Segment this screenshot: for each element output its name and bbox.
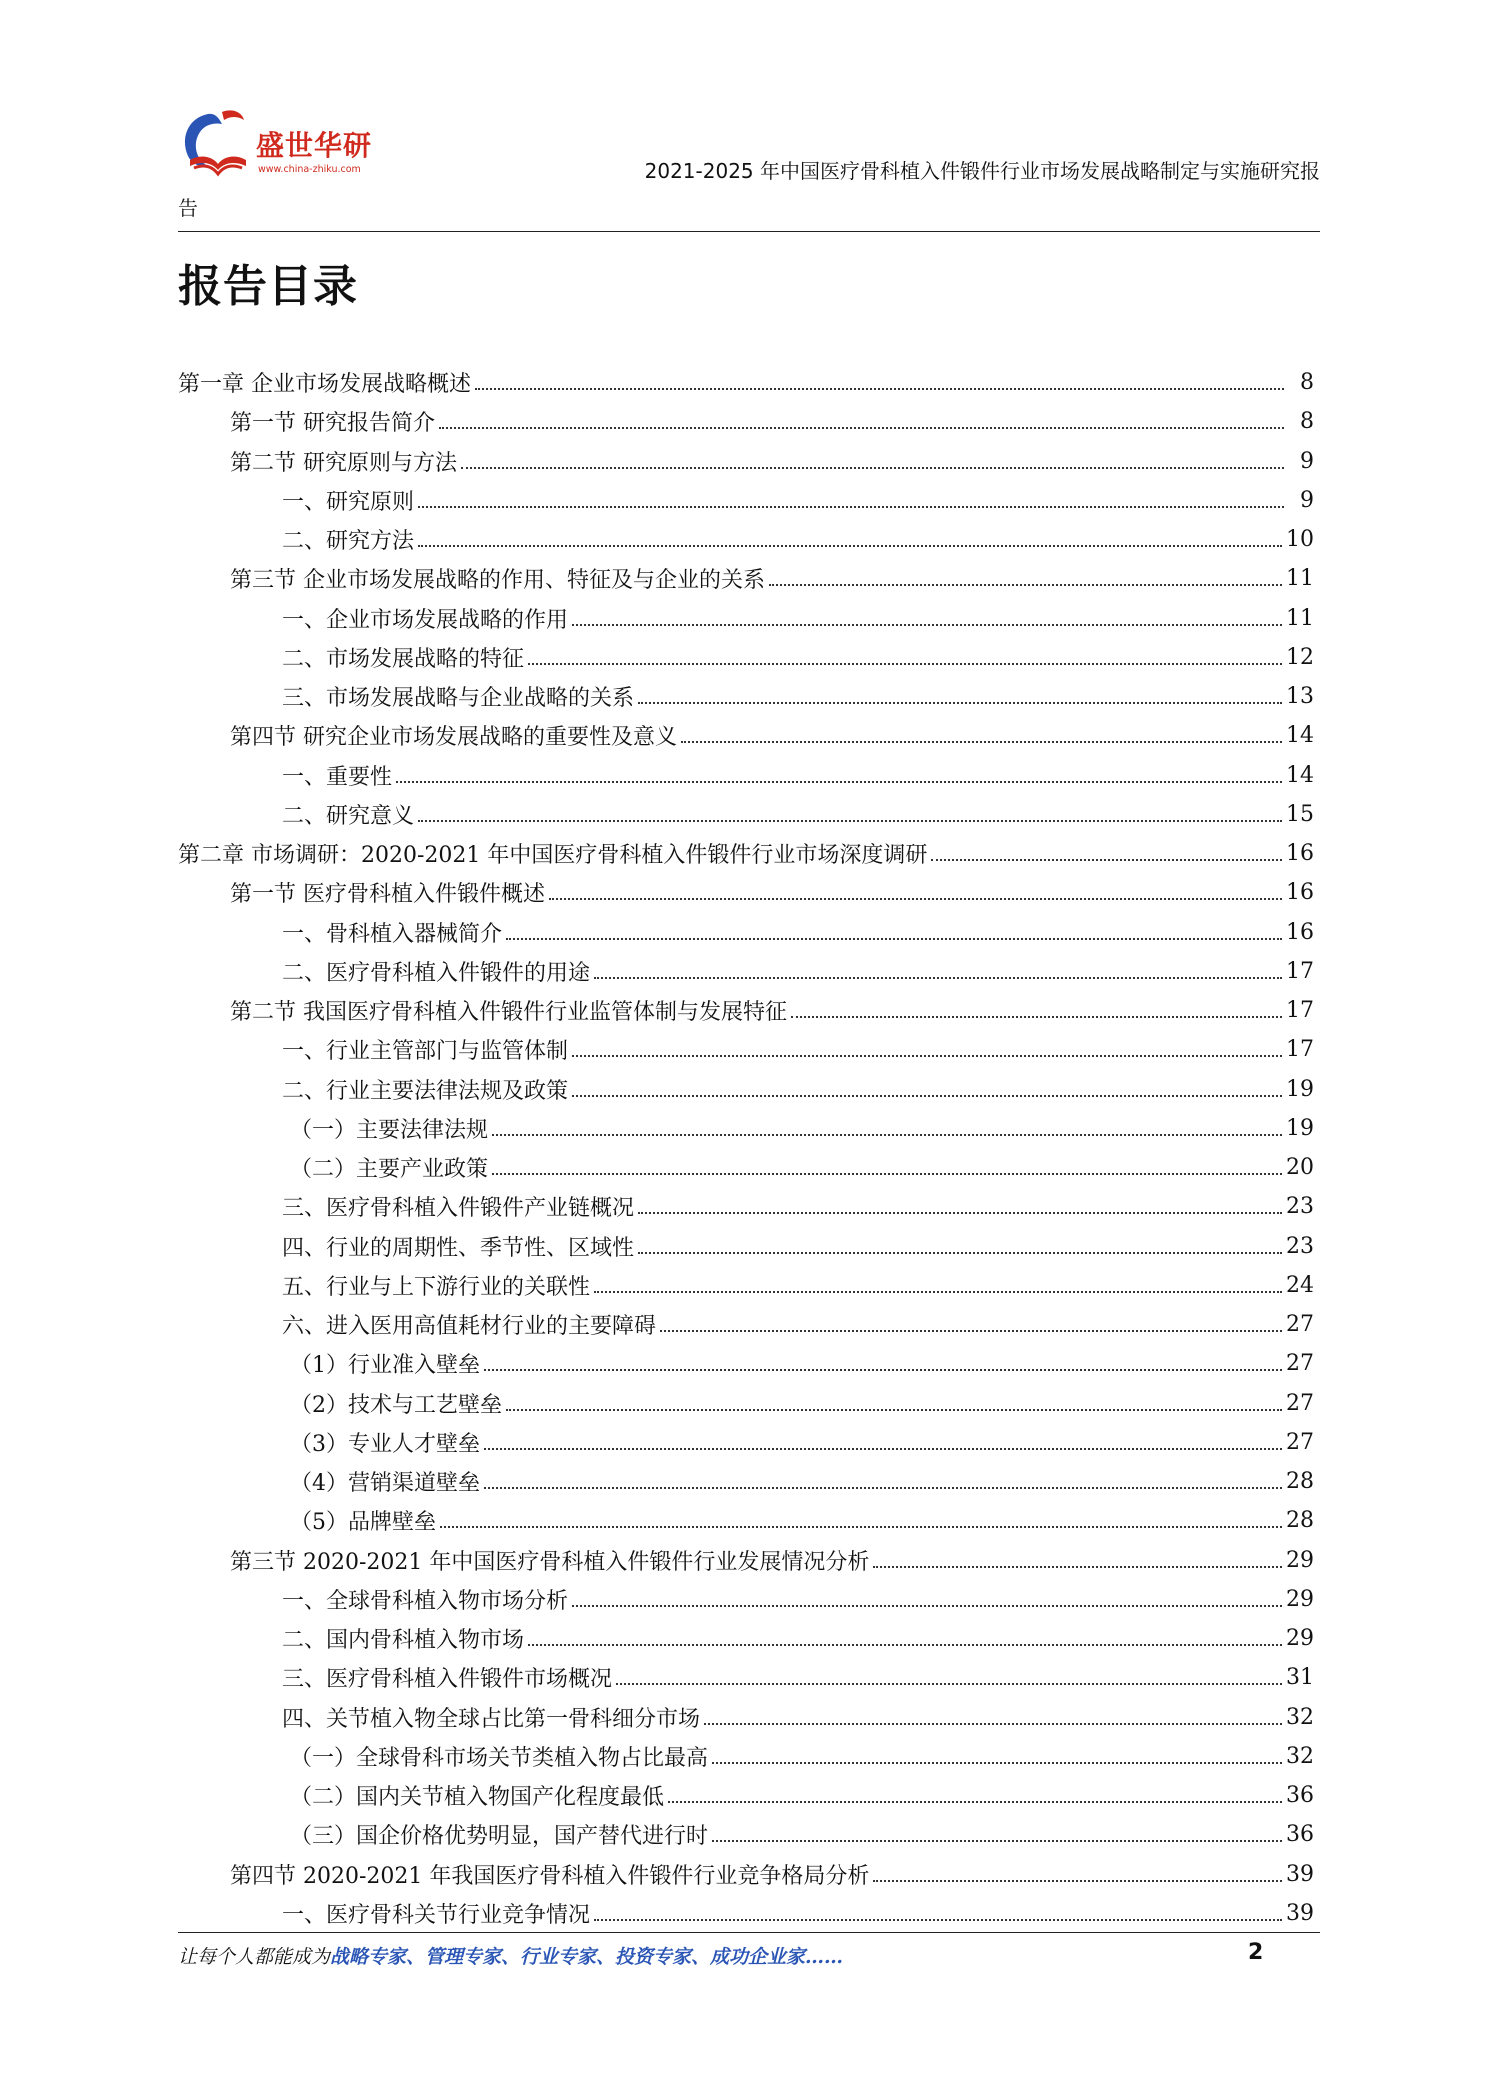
toc-entry-page: 11	[1286, 566, 1314, 592]
toc-entry[interactable]	[178, 638, 1314, 677]
toc-entry[interactable]	[178, 1148, 1314, 1187]
toc-dot-leader	[506, 937, 1282, 940]
toc-entry-title: （一）全球骨科市场关节类植入物占比最高	[290, 1745, 709, 1771]
toc-entry[interactable]	[178, 1187, 1314, 1226]
toc-entry-title: 二、行业主要法律法规及政策	[282, 1078, 569, 1104]
toc-dot-leader	[572, 1054, 1282, 1057]
toc-entry-page: 32	[1286, 1704, 1314, 1730]
toc-entry-page: 39	[1286, 1861, 1314, 1887]
toc-dot-leader	[506, 1408, 1282, 1411]
toc-dot-leader	[440, 1525, 1282, 1528]
toc-entry-page: 9	[1300, 448, 1314, 474]
toc-entry[interactable]	[178, 599, 1314, 638]
toc-dot-leader	[461, 466, 1284, 469]
table-of-contents	[178, 363, 1314, 1933]
toc-entry-page: 17	[1286, 998, 1314, 1024]
toc-entry-title: 三、医疗骨科植入件锻件产业链概况	[282, 1196, 635, 1222]
toc-dot-leader	[704, 1722, 1282, 1725]
toc-entry-title: 第三节 企业市场发展战略的作用、特征及与企业的关系	[230, 568, 765, 594]
toc-entry[interactable]	[178, 756, 1314, 795]
toc-entry[interactable]	[178, 1815, 1314, 1854]
toc-entry-page: 17	[1286, 958, 1314, 984]
toc-entry-page: 28	[1286, 1508, 1314, 1534]
toc-entry-title: （一）主要法律法规	[290, 1117, 489, 1143]
toc-entry[interactable]	[178, 1580, 1314, 1619]
toc-entry-title: 三、市场发展战略与企业战略的关系	[282, 686, 635, 712]
toc-entry-page: 15	[1286, 801, 1314, 827]
toc-entry-title: 四、行业的周期性、季节性、区域性	[282, 1235, 635, 1261]
footer-slogan	[178, 1942, 843, 1969]
toc-entry-page: 16	[1286, 919, 1314, 945]
toc-entry[interactable]	[178, 1344, 1314, 1383]
toc-entry-title: 二、研究意义	[282, 803, 415, 829]
toc-entry-title: 一、企业市场发展战略的作用	[282, 607, 569, 633]
toc-entry-title: 第二章 市场调研：2020-2021 年中国医疗骨科植入件锻件行业市场深度调研	[178, 843, 928, 869]
toc-dot-leader	[492, 1172, 1282, 1175]
toc-dot-leader	[475, 387, 1284, 390]
toc-entry-page: 27	[1286, 1429, 1314, 1455]
toc-entry-title: 五、行业与上下游行业的关联性	[282, 1274, 591, 1300]
toc-dot-leader	[418, 505, 1284, 508]
toc-entry-title: 第二节 研究原则与方法	[230, 450, 457, 476]
toc-entry[interactable]	[178, 1423, 1314, 1462]
toc-entry[interactable]	[178, 1855, 1314, 1894]
toc-entry-title: 第一节 研究报告简介	[230, 411, 435, 437]
toc-dot-leader	[418, 819, 1282, 822]
toc-dot-leader	[668, 1800, 1282, 1803]
toc-entry-title: 第四节 2020-2021 年我国医疗骨科植入件锻件行业竞争格局分析	[230, 1863, 870, 1889]
toc-entry-page: 36	[1286, 1783, 1314, 1809]
toc-dot-leader	[484, 1368, 1282, 1371]
toc-entry[interactable]	[178, 1698, 1314, 1737]
toc-entry[interactable]	[178, 1030, 1314, 1069]
logo-url: www.china-zhiku.com	[258, 164, 361, 175]
toc-dot-leader	[873, 1565, 1282, 1568]
toc-entry-page: 17	[1286, 1037, 1314, 1063]
toc-entry[interactable]	[178, 1776, 1314, 1815]
toc-dot-leader	[712, 1761, 1282, 1764]
toc-entry-page: 27	[1286, 1351, 1314, 1377]
toc-entry-page: 10	[1286, 527, 1314, 553]
page-number: 2	[1248, 1940, 1264, 1965]
toc-entry-page: 23	[1286, 1233, 1314, 1259]
toc-dot-leader	[418, 544, 1282, 547]
toc-entry-title: 四、关节植入物全球占比第一骨科细分市场	[282, 1706, 701, 1732]
toc-dot-leader	[594, 1918, 1282, 1921]
toc-entry-title: （2）技术与工艺壁垒	[290, 1392, 502, 1418]
toc-entry-page: 29	[1286, 1586, 1314, 1612]
toc-dot-leader	[660, 1329, 1282, 1332]
toc-dot-leader	[572, 1604, 1282, 1607]
header-divider	[178, 231, 1320, 232]
toc-entry-page: 9	[1300, 487, 1314, 513]
toc-dot-leader	[712, 1839, 1282, 1842]
toc-entry-page: 29	[1286, 1547, 1314, 1573]
toc-entry[interactable]	[178, 1070, 1314, 1109]
toc-dot-leader	[769, 583, 1282, 586]
toc-entry[interactable]	[178, 873, 1314, 912]
toc-dot-leader	[931, 858, 1282, 861]
toc-entry[interactable]	[178, 1266, 1314, 1305]
toc-entry-page: 39	[1286, 1900, 1314, 1926]
toc-entry-page: 14	[1286, 723, 1314, 749]
toc-dot-leader	[572, 1094, 1282, 1097]
toc-dot-leader	[638, 1211, 1282, 1214]
toc-entry[interactable]	[178, 1227, 1314, 1266]
toc-entry[interactable]	[178, 795, 1314, 834]
toc-entry[interactable]	[178, 520, 1314, 559]
toc-entry[interactable]	[178, 1541, 1314, 1580]
toc-dot-leader	[616, 1682, 1282, 1685]
toc-entry[interactable]	[178, 559, 1314, 598]
toc-entry-title: 第一节 医疗骨科植入件锻件概述	[230, 882, 545, 908]
toc-dot-leader	[638, 1251, 1282, 1254]
toc-entry[interactable]	[178, 834, 1314, 873]
toc-entry[interactable]	[178, 716, 1314, 755]
toc-entry-title: （3）专业人才壁垒	[290, 1431, 480, 1457]
toc-entry-title: 一、研究原则	[282, 489, 415, 515]
toc-entry-page: 32	[1286, 1743, 1314, 1769]
toc-entry-page: 31	[1286, 1665, 1314, 1691]
toc-entry-title: 第一章 企业市场发展战略概述	[178, 372, 471, 398]
toc-entry-title: 二、研究方法	[282, 529, 415, 555]
toc-entry-page: 36	[1286, 1822, 1314, 1848]
toc-entry-page: 14	[1286, 762, 1314, 788]
toc-entry[interactable]	[178, 677, 1314, 716]
toc-entry-page: 29	[1286, 1626, 1314, 1652]
toc-dot-leader	[528, 1643, 1282, 1646]
toc-entry[interactable]	[178, 991, 1314, 1030]
toc-entry-title: 一、骨科植入器械简介	[282, 921, 503, 947]
toc-dot-leader	[492, 1133, 1282, 1136]
toc-entry-title: 六、进入医用高值耗材行业的主要障碍	[282, 1314, 657, 1340]
toc-entry-page: 23	[1286, 1194, 1314, 1220]
toc-entry[interactable]	[178, 363, 1314, 402]
toc-entry[interactable]	[178, 1109, 1314, 1148]
toc-entry-title: 二、医疗骨科植入件锻件的用途	[282, 960, 591, 986]
toc-entry-title: （二）主要产业政策	[290, 1157, 489, 1183]
toc-entry[interactable]	[178, 1384, 1314, 1423]
toc-entry[interactable]	[178, 1619, 1314, 1658]
toc-entry[interactable]	[178, 1501, 1314, 1540]
toc-entry-page: 19	[1286, 1115, 1314, 1141]
toc-dot-leader	[572, 623, 1282, 626]
toc-dot-leader	[396, 780, 1282, 783]
toc-entry-title: （5）品牌壁垒	[290, 1510, 436, 1536]
toc-dot-leader	[594, 976, 1282, 979]
toc-entry[interactable]	[178, 481, 1314, 520]
toc-entry-page: 27	[1286, 1390, 1314, 1416]
page-title: 报告目录	[178, 261, 358, 312]
toc-dot-leader	[594, 1290, 1282, 1293]
toc-entry-page: 24	[1286, 1272, 1314, 1298]
toc-entry[interactable]	[178, 442, 1314, 481]
toc-dot-leader	[484, 1447, 1282, 1450]
toc-entry-title: 二、市场发展战略的特征	[282, 646, 525, 672]
toc-dot-leader	[549, 897, 1282, 900]
toc-entry-page: 20	[1286, 1155, 1314, 1181]
toc-entry-title: 一、全球骨科植入物市场分析	[282, 1588, 569, 1614]
toc-entry[interactable]	[178, 952, 1314, 991]
toc-entry-title: 一、行业主管部门与监管体制	[282, 1039, 569, 1065]
toc-dot-leader	[873, 1879, 1282, 1882]
toc-entry-title: 一、医疗骨科关节行业竞争情况	[282, 1902, 591, 1928]
toc-dot-leader	[791, 1015, 1282, 1018]
toc-entry[interactable]	[178, 1462, 1314, 1501]
toc-entry[interactable]	[178, 1737, 1314, 1776]
report-title-wrap: 告	[178, 196, 198, 220]
toc-entry[interactable]	[178, 402, 1314, 441]
toc-entry-title: （1）行业准入壁垒	[290, 1353, 480, 1379]
toc-dot-leader	[681, 740, 1282, 743]
toc-dot-leader	[528, 662, 1282, 665]
toc-entry-page: 28	[1286, 1469, 1314, 1495]
footer-slogan-accent: 战略专家、管理专家、行业专家、投资专家、成功企业家……	[330, 1946, 844, 1968]
toc-dot-leader	[638, 701, 1282, 704]
toc-entry-page: 13	[1286, 684, 1314, 710]
toc-entry-page: 12	[1286, 644, 1314, 670]
toc-dot-leader	[439, 426, 1284, 429]
footer-divider	[178, 1932, 1320, 1933]
toc-entry[interactable]	[178, 1658, 1314, 1697]
toc-entry-title: （三）国企价格优势明显，国产替代进行时	[290, 1824, 709, 1850]
toc-entry-page: 27	[1286, 1312, 1314, 1338]
toc-entry-page: 8	[1300, 409, 1314, 435]
toc-entry[interactable]	[178, 1894, 1314, 1933]
toc-entry-title: 第三节 2020-2021 年中国医疗骨科植入件锻件行业发展情况分析	[230, 1549, 870, 1575]
toc-entry-page: 16	[1286, 841, 1314, 867]
toc-entry[interactable]	[178, 1305, 1314, 1344]
toc-entry-title: 第二节 我国医疗骨科植入件锻件行业监管体制与发展特征	[230, 1000, 787, 1026]
toc-dot-leader	[484, 1486, 1282, 1489]
toc-entry-page: 8	[1300, 370, 1314, 396]
footer-slogan-lead: 让每个人都能成为	[178, 1946, 331, 1968]
logo-name: 盛世华研	[256, 129, 373, 162]
toc-entry-title: 二、国内骨科植入物市场	[282, 1628, 525, 1654]
toc-entry-page: 19	[1286, 1076, 1314, 1102]
toc-entry[interactable]	[178, 913, 1314, 952]
toc-entry-title: （二）国内关节植入物国产化程度最低	[290, 1785, 665, 1811]
report-title: 2021-2025 年中国医疗骨科植入件锻件行业市场发展战略制定与实施研究报	[644, 159, 1320, 183]
toc-entry-title: （4）营销渠道壁垒	[290, 1471, 480, 1497]
toc-entry-title: 三、医疗骨科植入件锻件市场概况	[282, 1667, 613, 1693]
toc-entry-title: 第四节 研究企业市场发展战略的重要性及意义	[230, 725, 677, 751]
toc-entry-title: 一、重要性	[282, 764, 393, 790]
toc-entry-page: 11	[1286, 605, 1314, 631]
toc-entry-page: 16	[1286, 880, 1314, 906]
